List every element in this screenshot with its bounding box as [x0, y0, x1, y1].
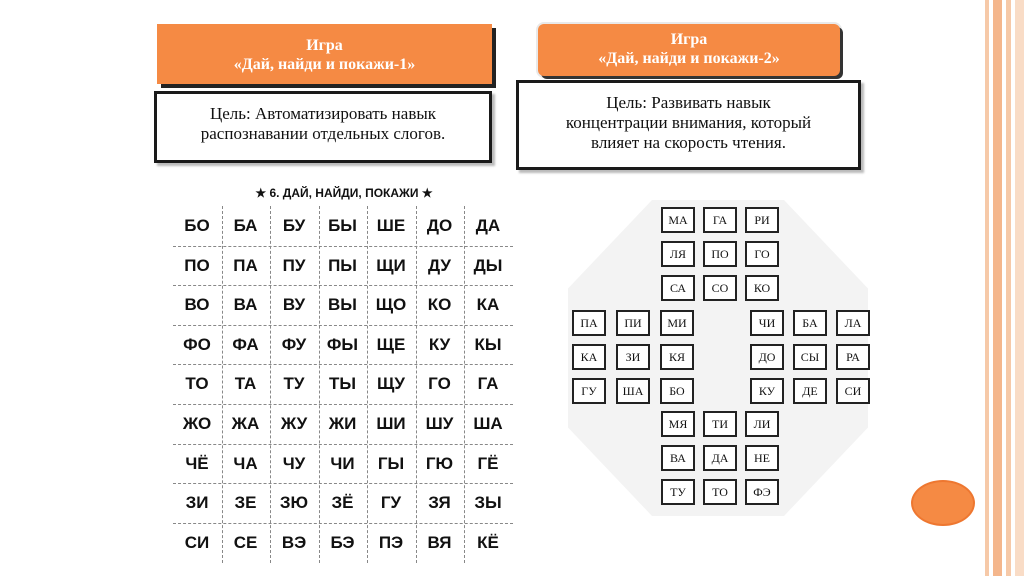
syllable-box-left: ГУ: [572, 378, 606, 404]
syllable-box-left: КА: [572, 344, 606, 370]
syllable-cell: ЩИ: [376, 255, 406, 275]
syllable-table-title: ★ 6. ДАЙ, НАЙДИ, ПОКАЖИ ★: [255, 186, 433, 200]
syllable-box-left: ПИ: [616, 310, 650, 336]
syllable-cell: ЖУ: [280, 414, 308, 433]
syllable-cell: ШИ: [376, 414, 406, 433]
syllable-box-bottom: ВА: [661, 445, 695, 471]
syllable-box-top: ЛЯ: [661, 241, 695, 267]
game1-title: Игра: [306, 37, 343, 54]
game1-goal-line2: распознавании отдельных слогов.: [200, 124, 446, 143]
syllable-cell: КУ: [428, 334, 451, 354]
syllable-box-right: РА: [836, 344, 870, 370]
syllable-box-bottom: ТО: [703, 479, 737, 505]
syllable-box-left: МИ: [660, 310, 694, 336]
syllable-cell: ФЫ: [326, 334, 359, 354]
syllable-box-top: СА: [661, 275, 695, 301]
game2-goal-line3: влияет на скорость чтения.: [591, 133, 786, 152]
syllable-cell: ВО: [184, 295, 210, 315]
syllable-cell: ЧИ: [330, 453, 355, 473]
syllable-cell: ДУ: [428, 255, 451, 275]
syllable-cell: ЗЕ: [234, 493, 257, 513]
syllable-cell: ПО: [184, 255, 210, 275]
syllable-box-left: ША: [616, 378, 650, 404]
syllable-cell: ЩУ: [377, 374, 405, 394]
syllable-cell: ДО: [426, 216, 453, 235]
syllable-cell: КА: [476, 295, 500, 315]
game2-title: Игра: [670, 31, 708, 48]
syllable-box-right: ЛА: [836, 310, 870, 336]
syllable-box-top: ПО: [703, 241, 737, 267]
syllable-cell: ТЫ: [328, 374, 357, 394]
syllable-cell: БУ: [282, 216, 306, 235]
syllable-box-left: ЗИ: [616, 344, 650, 370]
syllable-box-right: БА: [793, 310, 827, 336]
syllable-cell: СИ: [184, 532, 210, 552]
syllable-cell: ЗЫ: [474, 493, 502, 513]
syllable-cell: ФУ: [281, 334, 307, 354]
syllable-cell: ВЭ: [281, 532, 307, 552]
syllable-cell: ЧУ: [282, 453, 306, 473]
syllable-cell: ЖА: [231, 414, 260, 433]
syllable-box-right: ДЕ: [793, 378, 827, 404]
syllable-cell: ТО: [185, 374, 209, 394]
edge-stripe-1: [985, 0, 989, 576]
syllable-cell: ГА: [477, 374, 499, 394]
syllable-cell: ПЫ: [328, 255, 357, 275]
syllable-box-right: ЧИ: [750, 310, 784, 336]
syllable-cell: ЗЮ: [279, 493, 309, 513]
syllable-box-top: КО: [745, 275, 779, 301]
syllable-box-top: РИ: [745, 207, 779, 233]
syllable-grid: [173, 206, 513, 563]
syllable-cell: БА: [233, 216, 258, 235]
game1-goal-line1: Цель: Автоматизировать навык: [209, 104, 437, 123]
syllable-cell: БЭ: [330, 532, 355, 552]
syllable-box-left: КЯ: [660, 344, 694, 370]
syllable-box-bottom: ДА: [703, 445, 737, 471]
syllable-box-top: МА: [661, 207, 695, 233]
syllable-cell: КЁ: [477, 532, 499, 552]
syllable-cell: ПА: [233, 255, 258, 275]
syllable-cell: ТА: [234, 374, 257, 394]
syllable-box-left: ПА: [572, 310, 606, 336]
game1-subtitle: «Дай, найди и покажи-1»: [233, 56, 416, 73]
game1-header: [157, 24, 492, 84]
game2-goal-line1: Цель: Развивать навык: [606, 93, 771, 112]
syllable-cell: ЖО: [182, 414, 212, 433]
syllable-cell: ГЁ: [477, 453, 499, 473]
syllable-cell: ГЮ: [425, 453, 454, 473]
game2-subtitle: «Дай, найди и покажи-2»: [598, 50, 780, 67]
syllable-cell: ФА: [232, 334, 259, 354]
syllable-cell: ЖИ: [328, 414, 357, 433]
syllable-box-bottom: ФЭ: [745, 479, 779, 505]
syllable-cell: КО: [427, 295, 452, 315]
game2-goal-box: [516, 80, 861, 170]
syllable-cell: ТУ: [283, 374, 305, 394]
syllable-cell: ЧА: [233, 453, 258, 473]
syllable-box-top: ГА: [703, 207, 737, 233]
syllable-box-bottom: ЛИ: [745, 411, 779, 437]
syllable-cell: ЗИ: [185, 493, 209, 513]
syllable-cell: ГО: [428, 374, 451, 394]
syllable-box-right: СЫ: [793, 344, 827, 370]
syllable-cell: ДА: [475, 216, 501, 235]
syllable-box-right: СИ: [836, 378, 870, 404]
syllable-cell: ША: [473, 414, 503, 433]
syllable-box-left: БО: [660, 378, 694, 404]
syllable-cell: ВЫ: [328, 295, 357, 315]
orange-circle-decoration: [911, 480, 975, 526]
game2-goal-line2: концентрации внимания, который: [565, 113, 812, 132]
syllable-cell: ЗЁ: [331, 493, 354, 513]
syllable-cell: КЫ: [474, 334, 502, 354]
syllable-cell: ФО: [183, 334, 211, 354]
edge-stripe-4: [1015, 0, 1024, 576]
syllable-box-right: КУ: [750, 378, 784, 404]
syllable-cell: ВУ: [282, 295, 306, 315]
edge-stripe-3: [1006, 0, 1011, 576]
syllable-box-right: ДО: [750, 344, 784, 370]
syllable-cell: ВЯ: [427, 532, 452, 552]
syllable-cell: ВА: [233, 295, 258, 315]
syllable-cell: БЫ: [328, 216, 357, 235]
syllable-cell: ПЭ: [378, 532, 404, 552]
syllable-box-bottom: ТИ: [703, 411, 737, 437]
syllable-cell: ПУ: [282, 255, 306, 275]
syllable-cell: ЩЕ: [376, 334, 406, 354]
syllable-box-top: ГО: [745, 241, 779, 267]
syllable-cell: ШЕ: [376, 216, 406, 235]
syllable-box-top: СО: [703, 275, 737, 301]
game2-header: [538, 24, 840, 76]
syllable-box-bottom: НЕ: [745, 445, 779, 471]
syllable-cell: БО: [184, 216, 210, 235]
syllable-cell: ЩО: [375, 295, 407, 315]
syllable-cell: ЗЯ: [428, 493, 451, 513]
syllable-box-bottom: ТУ: [661, 479, 695, 505]
syllable-cell: ГЫ: [377, 453, 405, 473]
game1-goal-box: [154, 91, 492, 163]
syllable-cell: ДЫ: [473, 255, 503, 275]
syllable-box-bottom: МЯ: [661, 411, 695, 437]
syllable-cell: ГУ: [380, 493, 402, 513]
syllable-cell: ЧЁ: [185, 453, 209, 473]
syllable-cell: ШУ: [425, 414, 454, 433]
syllable-cell: СЕ: [233, 532, 258, 552]
edge-stripe-2: [993, 0, 1002, 576]
